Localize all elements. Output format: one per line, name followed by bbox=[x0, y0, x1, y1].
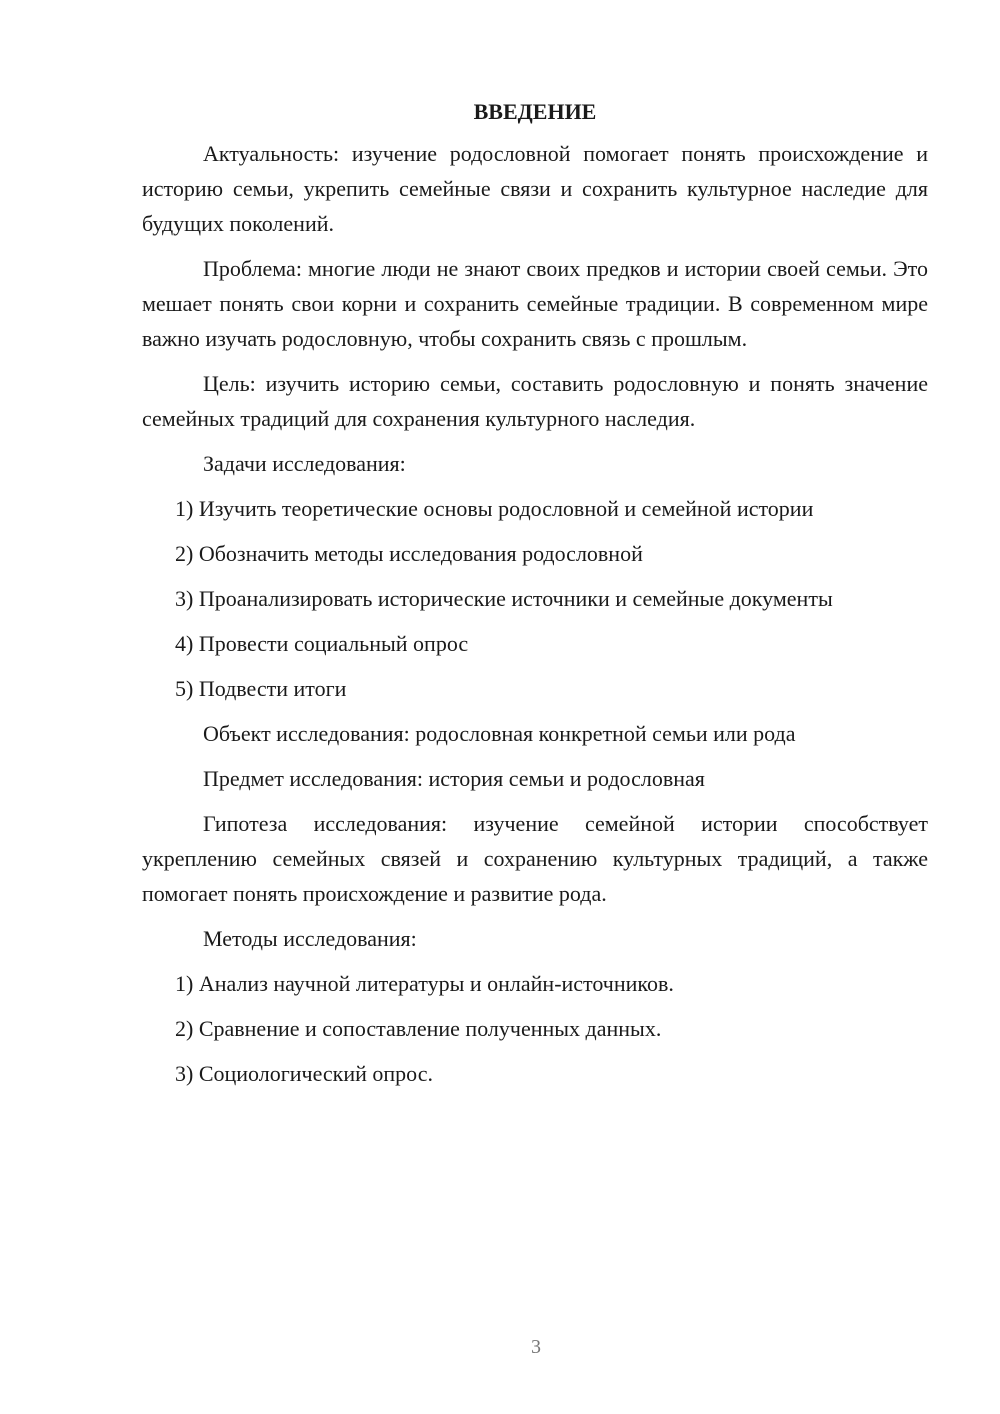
problem-paragraph: Проблема: многие люди не знают своих предков и истории своей семьи. Это мешает понять свои корни и сохранить семейные традиции. В современном мире важно изучать родословную, чтобы сохранить связь с прошлым. bbox=[142, 256, 928, 351]
method-item: 2) Сравнение и сопоставление полученных данных. bbox=[175, 1016, 662, 1041]
goal-paragraph: Цель: изучить историю семьи, составить родословную и понять значение семейных традиций для сохранения культурного наследия. bbox=[142, 371, 928, 431]
document-page bbox=[142, 94, 928, 1101]
task-item: 1) Изучить теоретические основы родословной и семейной истории bbox=[175, 496, 814, 521]
object-line: Объект исследования: родословная конкретной семьи или рода bbox=[203, 721, 796, 746]
hypothesis-paragraph: Гипотеза исследования: изучение семейной истории способствует укреплению семейных связей и сохранению культурных традиций, а также помогает понять происхождение и развитие рода. bbox=[142, 811, 928, 906]
section-heading: ВВЕДЕНИЕ bbox=[473, 99, 597, 124]
task-item: 5) Подвести итоги bbox=[175, 676, 347, 701]
subject-line: Предмет исследования: история семьи и родословная bbox=[203, 766, 705, 791]
tasks-label: Задачи исследования: bbox=[203, 451, 406, 476]
task-item: 3) Проанализировать исторические источники и семейные документы bbox=[175, 586, 833, 611]
relevance-paragraph: Актуальность: изучение родословной помогает понять происхождение и историю семьи, укрепить семейные связи и сохранить культурное наследие для будущих поколений. bbox=[142, 141, 928, 236]
task-item: 2) Обозначить методы исследования родословной bbox=[175, 541, 643, 566]
task-item: 4) Провести социальный опрос bbox=[175, 631, 469, 656]
page-number: 3 bbox=[531, 1336, 541, 1358]
methods-label: Методы исследования: bbox=[203, 926, 417, 951]
method-item: 1) Анализ научной литературы и онлайн-источников. bbox=[175, 971, 674, 996]
method-item: 3) Социологический опрос. bbox=[175, 1061, 433, 1086]
